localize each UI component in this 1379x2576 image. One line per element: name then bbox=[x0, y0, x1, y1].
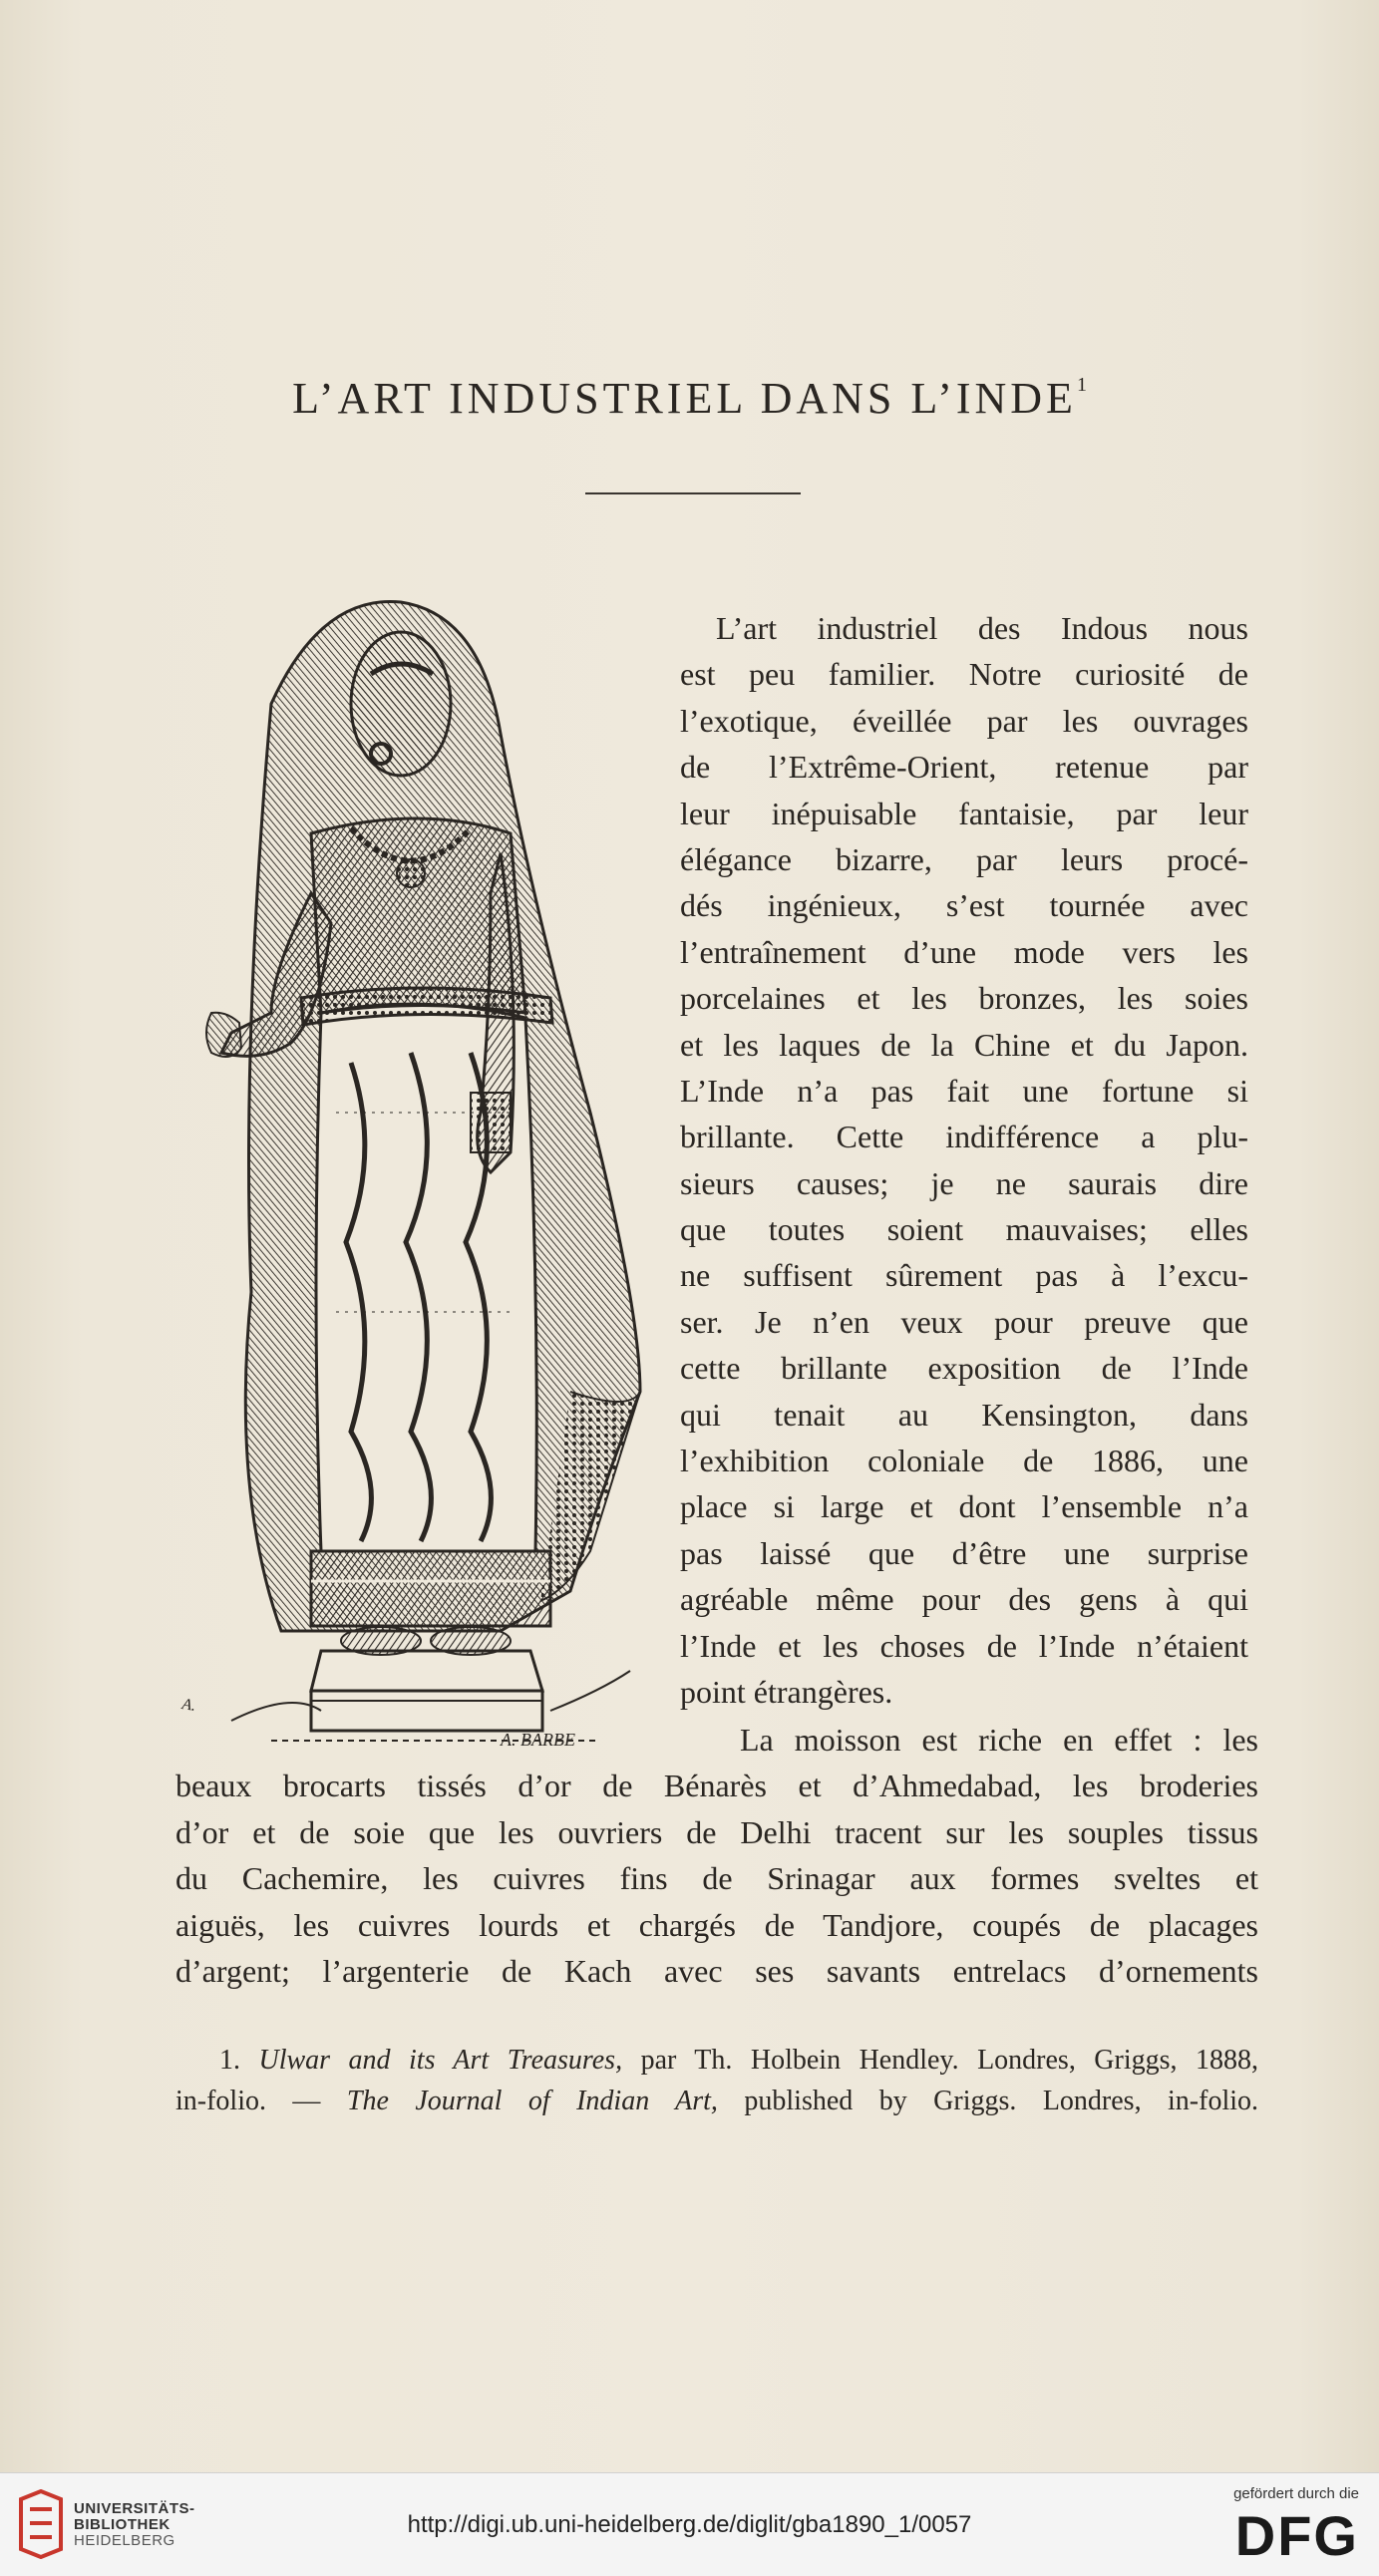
text-line: du Cachemire, les cuivres fins de Srinagar aux formes sveltes et bbox=[175, 1860, 1258, 1897]
text-line: élégance bizarre, par leurs procé- bbox=[680, 840, 1248, 877]
article-title: L’ART INDUSTRIEL DANS L’INDE$^1$ bbox=[292, 374, 1087, 423]
text-line: l’exotique, éveillée par les ouvrages bbox=[680, 702, 1248, 739]
text-line: place si large et dont l’ensemble n’a bbox=[680, 1488, 1248, 1525]
text-line: dés ingénieux, s’est tournée avec bbox=[680, 887, 1248, 924]
text-line: L’art industriel des Indous nous bbox=[716, 610, 1248, 646]
title-divider bbox=[585, 492, 801, 494]
text-line: beaux brocarts tissés d’or de Bénarès et d’Ahmedabad, les broderies bbox=[175, 1768, 1258, 1804]
text-line: agréable même pour des gens à qui bbox=[680, 1581, 1248, 1618]
text-line: pas laissé que d’être une surprise bbox=[680, 1534, 1248, 1571]
text-line: porcelaines et les bronzes, les soies bbox=[680, 980, 1248, 1017]
library-footer bbox=[0, 2472, 1379, 2576]
text-line: l’entraînement d’une mode vers les bbox=[680, 933, 1248, 970]
text-line: de l’Extrême-Orient, retenue par bbox=[680, 749, 1248, 786]
footnote bbox=[175, 2040, 1258, 2121]
text-line: l’Inde et les choses de l’Inde n’étaient bbox=[680, 1627, 1248, 1664]
text-line: que toutes soient mauvaises; elles bbox=[680, 1211, 1248, 1248]
text-full-width bbox=[175, 1717, 1258, 1994]
text-line: sieurs causes; je ne saurais dire bbox=[680, 1164, 1248, 1201]
footnote-line-1: 1. Ulwar and its Art Treasures, par Th. Holbein Hendley. Londres, Griggs, 1888, bbox=[219, 2045, 1259, 2076]
text-line: brillante. Cette indifférence a plu- bbox=[680, 1119, 1248, 1155]
footnote-line-2: in-folio. — The Journal of Indian Art, published by Griggs. Londres, in-folio. bbox=[175, 2086, 1259, 2116]
text-line: L’Inde n’a pas fait une fortune si bbox=[680, 1072, 1248, 1109]
text-line: est peu familier. Notre curiosité de bbox=[680, 656, 1248, 693]
funded-by-label: gefördert durch die bbox=[1233, 2485, 1359, 2502]
text-line: ser. Je n’en veux pour preuve que bbox=[680, 1303, 1248, 1340]
text-line: et les laques de la Chine et du Japon. bbox=[680, 1026, 1248, 1063]
dfg-logo: DFG bbox=[1234, 2504, 1359, 2567]
text-column-right bbox=[680, 605, 1248, 1715]
text-line: ne suffisent sûrement pas à l’excu- bbox=[680, 1257, 1248, 1294]
text-line: point étrangères. bbox=[680, 1673, 893, 1710]
text-line: qui tenait au Kensington, dans bbox=[680, 1396, 1248, 1433]
text-line: d’argent; l’argenterie de Kach avec ses savants entrelacs d’ornements bbox=[175, 1952, 1258, 1989]
text-line: La moisson est riche en effet : les bbox=[740, 1722, 1258, 1758]
text-line: cette brillante exposition de l’Inde bbox=[680, 1350, 1248, 1387]
text-line: l’exhibition coloniale de 1886, une bbox=[680, 1443, 1248, 1479]
university-name: UNIVERSITÄTS- BIBLIOTHEK HEIDELBERG bbox=[74, 2500, 195, 2549]
illustration-indian-woman-statue bbox=[172, 594, 670, 1751]
illustration-signature-left: A. bbox=[180, 1696, 197, 1715]
text-line: leur inépuisable fantaisie, par leur bbox=[680, 795, 1248, 831]
title-footnote-marker: 1 bbox=[1076, 374, 1087, 396]
permalink-url[interactable]: http://digi.ub.uni-heidelberg.de/diglit/gba1890_1/0057 bbox=[407, 2511, 972, 2538]
text-line: aiguës, les cuivres lourds et chargés de Tandjore, coupés de placages bbox=[175, 1906, 1258, 1943]
illustration-signature-right: A. BARBE bbox=[501, 1730, 575, 1750]
text-line: d’or et de soie que les ouvriers de Delhi tracent sur les souples tissus bbox=[175, 1813, 1258, 1850]
